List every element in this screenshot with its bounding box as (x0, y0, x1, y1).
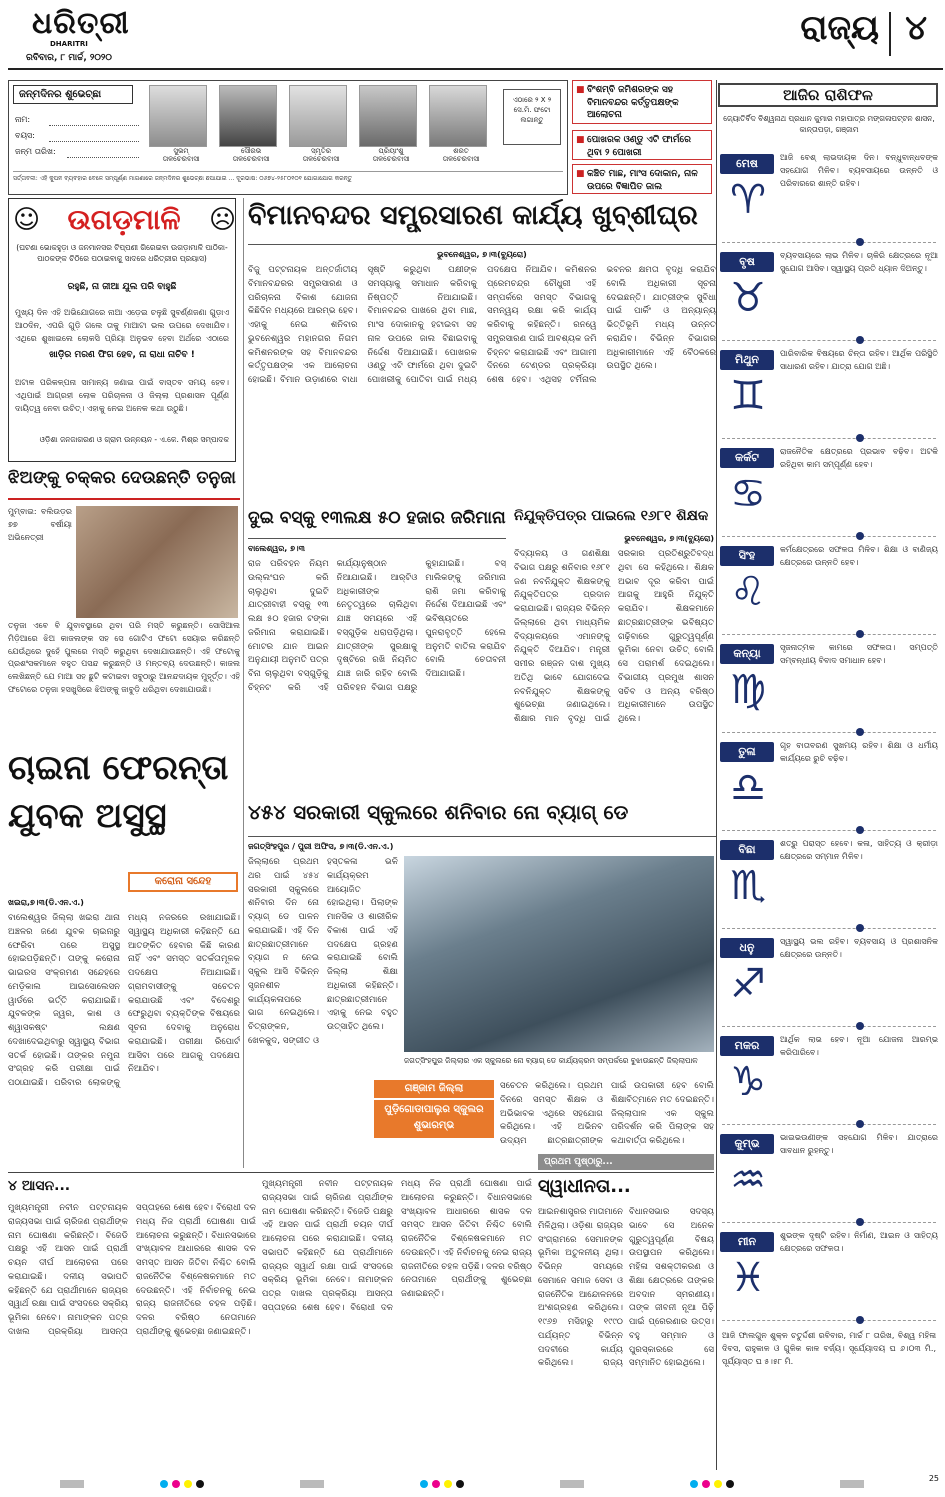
rashi-separator (722, 1222, 936, 1223)
birthday-photo-4 (359, 85, 423, 164)
bus-fine-headline: ଦୁଇ ବସ୍‌କୁ ୧୩ଲକ୍ଷ ୫୦ ହଜାର ଜରିମାନା (248, 508, 506, 528)
headline-rule (8, 498, 240, 500)
rashi-item-mina (718, 1228, 940, 1326)
brief-box-1: ■ ବିଂଶମ୍ବି ଜମିଶରଙ୍କ ସହ ବିମାନବନ୍ଦର କର୍ତ୍ତୃପକ୍ଷଙ୍କ ଆଲୋଚନା (572, 80, 712, 124)
birthday-title: ଜନ୍ମଦିନର ଶୁଭେଚ୍ଛା (13, 85, 133, 104)
rashi-item-mithuna (718, 346, 940, 444)
tanuja-story (8, 468, 240, 738)
headline-rule (248, 836, 716, 837)
rashi-tag: ମେଷ (720, 154, 774, 174)
man-photo (219, 85, 277, 147)
china-headline-2: ଯୁବକ ଅସୁସ୍ଥ (8, 796, 167, 836)
photo-name: ସ୍ମୃତିର (310, 147, 332, 155)
photo-name: ସୌରଭ (240, 147, 262, 155)
bus-fine-story (248, 508, 506, 796)
rashi-text: ପାରିବାରିକ ବିଷୟରେ ଚିନ୍ତା ରହିବ। ଆର୍ଥିକ ପରିସ୍ଥିତି ସାଧାରଣ ରହିବ। ଯାତ୍ରା ଯୋଗ ଅଛି। (780, 349, 938, 371)
cyan-dot (690, 1480, 698, 1488)
teachers-dateline: ଭୁବନେଶ୍ୱର, ୭।୩(ବ୍ୟୁରୋ) (624, 534, 714, 543)
rashi-tag: ସିଂହ (720, 546, 774, 566)
teachers-body: ବିଦ୍ୟାଳୟ ଓ ଗଣଶିକ୍ଷା ବିଭାଗ ପକ୍ଷରୁ ଶନିବାର ୧୬୮୧ ଜଣ ନବନିଯୁକ୍ତ ଶିକ୍ଷକଙ୍କୁ ନିଯୁକ୍ତିପତ୍ର ପ୍ରଦାନ କରାଯାଇଛି। ରାଜ୍ୟର ବିଭିନ୍ନ ଜିଲ୍ଲାରେ ଥିବା ମାଧ୍ୟମିକ ବିଦ୍ୟାଳୟରେ ଏମାନଙ୍କୁ ନିଯୁକ୍ତି ଦିଆଯିବ। ମନ୍ତ୍ରୀ ସମୀର ରଞ୍ଜନ ଦାଶ ମୁଖ୍ୟ ଅତିଥି ଭାବେ ଯୋଗଦେଇ ନବନିଯୁକ୍ତ ଶିକ୍ଷକଙ୍କୁ ଶୁଭେଚ୍ଛା ଜଣାଇଥିଲେ। ଶିକ୍ଷାର ମାନ ବୃଦ୍ଧି ପାଇଁ ସରକାର ପ୍ରତିଶ୍ରୁତିବଦ୍ଧ ଥିବା ସେ କହିଥିଲେ। ଶିକ୍ଷକ ଅଭାବ ଦୂର କରିବା ପାଇଁ ଆଗକୁ ଆହୁରି ନିଯୁକ୍ତି କରାଯିବ। ଶିକ୍ଷକମାନେ ଛାତ୍ରଛାତ୍ରୀଙ୍କ ଭବିଷ୍ୟତ ଗଢ଼ିବାରେ ଗୁରୁତ୍ୱପୂର୍ଣ୍ଣ ଭୂମିକା ନେବା ଉଚିତ୍ ବୋଲି ସେ ପରାମର୍ଶ ଦେଇଥିଲେ। ବିଭାଗୀୟ ପ୍ରମୁଖ ଶାସନ ସଚିବ ଓ ଅନ୍ୟ ବରିଷ୍ଠ ଅଧିକାରୀମାନେ ଉପସ୍ଥିତ ଥିଲେ। (514, 549, 714, 724)
separator-dot-icon (856, 238, 864, 246)
separator-dot-icon (856, 630, 864, 638)
rashi-tag: ମୀନ (720, 1232, 774, 1252)
rashi-item-brusha (718, 248, 940, 346)
birthday-photo-2 (219, 85, 283, 164)
photo-place: ତାଳଚେରବାସୀ (302, 155, 340, 164)
separator-dot-icon (856, 434, 864, 442)
ugadamali-subhead-2: ଖାଡ଼ିର ମରଣ ଫିଗ ହେବ, ନା ରାଧା ନାଚିବ ! (49, 350, 195, 360)
birthday-terms: ସର୍ତ୍ତାବଳୀ: ଏହି କୁପନ ବ୍ୟବହାର ବେଳେ ସମ୍ପୂର୍ଣ୍ଣ ମାଗଣାରେ ଜନ୍ମଦିନର ଶୁଭେଚ୍ଛା ଛପାଯାଇ ... ଦୂରଭାଷ: ୦୬୭୪-୨୫୮୦୧୦୧ ଯୋଗାଯୋଗ କରନ୍ତୁ (13, 171, 563, 183)
cancer-icon: ♋ (730, 471, 766, 517)
baby-photo (289, 85, 347, 147)
masthead (8, 4, 943, 70)
tanuja-body: ତନୁଜା ଏବେ ବି ଯୁବାବସ୍ଥାରେ ଥିବା ପରି ମସ୍ତି କରୁଛନ୍ତି। ସୋସିଆଲ ମିଡ଼ିଆରେ ଝିଅ କାଜଲଙ୍କ ସହ ସେ ଗୋଟିଏ ଫଟୋ ସେୟାର କରିଛନ୍ତି ଯେଉଁଥିରେ ଦୁହେଁ ପୁଲରେ ମସ୍ତି କରୁଥିବା ଦେଖାଯାଉଛନ୍ତି। ଏହି ଫଟୋକୁ ପ୍ରଶଂସକମାନେ ବହୁତ ପସନ୍ଦ କରୁଛନ୍ତି ଓ ମନ୍ତବ୍ୟ ଦେଉଛନ୍ତି। କାଜଲ ଲେଖିଛନ୍ତି ଯେ ମାଆ ସହ ଛୁଟି କଟାଇବା ସବୁଠାରୁ ଆନନ୍ଦଦାୟକ ମୁହୂର୍ତ୍ତ। ଏହି ଫଟୋରେ ତନୁଜା ହସଖୁସିରେ ଝିଅଙ୍କୁ ଜାବୁଡ଼ି ଧରିଥିବା ଦେଖାଯାଉଛି। (8, 621, 240, 694)
column-divider (243, 198, 244, 1168)
rashi-separator (722, 1320, 936, 1321)
rashi-separator (722, 242, 936, 243)
cont-4-seats-title: ୪ ଆସନ... (8, 1178, 71, 1194)
cont-independence-body: ଆଇନଶାସ୍ତ୍ରର ମାତାମାନେ ମିଳିଥିଲା। ଓଡ଼ିଶା ରାଜ୍ୟର ସଂଗ୍ରାମରେ ସେମାନଙ୍କ ଭୂମିକା ଅତୁଳନୀୟ ଥିଲା। ବିଭିନ୍ନ ସମୟରେ ସେମାନେ ସମାଜ ସେବା ଓ ରାଜନୈତିକ ଆନ୍ଦୋଳନରେ ଅଂଶଗ୍ରହଣ କରିଥିଲେ। ୧୯୬୭ ମସିହାରୁ ୧୯୯୦ ପର୍ଯ୍ୟନ୍ତ ବିଭିନ୍ନ ପଦବୀରେ କାର୍ଯ୍ୟ କରିଥିଲେ। ରାଜ୍ୟ ବିଧାନସଭାର ସଦସ୍ୟ ଭାବେ ସେ ଅନେକ ଗୁରୁତ୍ୱପୂର୍ଣ୍ଣ ବିଷୟ ଉପସ୍ଥାପନ କରିଥିଲେ। ମହିଳା ସଶକ୍ତୀକରଣ ଓ ଶିକ୍ଷା କ୍ଷେତ୍ରରେ ତାଙ୍କର ଅବଦାନ ସ୍ମରଣୀୟ। ତାଙ୍କ ଜୀବନୀ ନୂଆ ପିଢ଼ି ପାଇଁ ପ୍ରେରଣାର ଉତ୍ସ। ବହୁ ସମ୍ମାନ ଓ ପୁରସ୍କାରରେ ସେ ସମ୍ମାନିତ ହୋଇଥିଲେ। (538, 1207, 714, 1369)
newspaper-logo: ଧରିତ୍ରୀ (32, 6, 130, 41)
rashi-item-karkata (718, 444, 940, 542)
rashi-separator (722, 1026, 936, 1027)
nobag-body: ଜିଲ୍ଲାରେ ପ୍ରଥମ ଥର ପାଇଁ ୪୫୪ ସରକାରୀ ସ୍କୁଲରେ ଶନିବାର ଦିନ ନୋ ବ୍ୟାଗ୍ ଡେ ପାଳନ କରାଯାଇଛି। ଏହି ଦିନ ଛାତ୍ରଛାତ୍ରୀମାନେ ବ୍ୟାଗ ନ ନେଇ ସ୍କୁଲ ଆସି ବିଭିନ୍ନ ସୃଜନଶୀଳ କାର୍ଯ୍ୟକଳାପରେ ଭାଗ ନେଇଥିଲେ। ଚିତ୍ରାଙ୍କନ, ଖେଳକୁଦ, ସଙ୍ଗୀତ ଓ ହସ୍ତକଳା ଭଳି କାର୍ଯ୍ୟକ୍ରମ ଆୟୋଜିତ ହୋଇଥିଲା। ପିଲାଙ୍କ ମାନସିକ ଓ ଶାରୀରିକ ବିକାଶ ପାଇଁ ଏହି ପଦକ୍ଷେପ ଗ୍ରହଣ କରାଯାଇଛି ବୋଲି ଜିଲ୍ଲା ଶିକ୍ଷା ଅଧିକାରୀ କହିଛନ୍ତି। ଛାତ୍ରଛାତ୍ରୀମାନେ ଏହାକୁ ନେଇ ବହୁତ ଉତ୍ସାହିତ ଥିଲେ। (248, 857, 398, 1046)
rashi-text: ସ୍ୱାସ୍ଥ୍ୟ ଭଲ ରହିବ। ବ୍ୟବସାୟ ଓ ପ୍ରଶାସନିକ କ୍ଷେତ୍ରରେ ଉନ୍ନତି। (780, 937, 938, 959)
separator-dot-icon (856, 728, 864, 736)
rashi-tag: କୁମ୍ଭ (720, 1134, 774, 1154)
separator-dot-icon (856, 1120, 864, 1128)
sheet-number: 25 (928, 1474, 939, 1483)
aquarius-icon: ♒ (730, 1157, 766, 1203)
face-right-icon: ☹ (209, 205, 237, 235)
photo-place: ତାଳଚେରବାସୀ (162, 155, 200, 164)
rashi-separator (722, 536, 936, 537)
dob-field-label: ଜନ୍ମ ତାରିଖ: (15, 147, 56, 156)
corona-tag: କରୋନା ସନ୍ଦେହ (128, 872, 238, 892)
rashi-item-bichha (718, 836, 940, 934)
rashi-separator (722, 1124, 936, 1125)
print-registration-bar (0, 1472, 945, 1497)
rashi-item-simha (718, 542, 940, 640)
headline-rule (248, 538, 506, 539)
ugadamali-title: ଉଗଡ଼ମାଳି (67, 203, 181, 236)
photo-name: ଶରତ (453, 147, 469, 155)
registration-mark (300, 1480, 324, 1488)
cont-4-seats-body: ମୁଖ୍ୟମନ୍ତ୍ରୀ ନବୀନ ପଟ୍ଟନାୟକ ରାଜ୍ୟସଭା ପାଇଁ ଚାରିଜଣ ପ୍ରାର୍ଥୀଙ୍କ ନାମ ଘୋଷଣା କରିଛନ୍ତି। ବିଜେଡି ପକ୍ଷରୁ ଏହି ଆସନ ପାଇଁ ପ୍ରାର୍ଥୀ ଚୟନ ଦୀର୍ଘ ଆଲୋଚନା ପରେ କରାଯାଇଛି। ଦଳୀୟ ସଭାପତି କହିଛନ୍ତି ଯେ ପ୍ରାର୍ଥୀମାନେ ରାଜ୍ୟର ସ୍ୱାର୍ଥ ରକ୍ଷା ପାଇଁ ସଂସଦରେ ସକ୍ରିୟ ଭୂମିକା ନେବେ। ନାମାଙ୍କନ ପତ୍ର ଦାଖଲ ପ୍ରକ୍ରିୟା ଆସନ୍ତା ସପ୍ତାହରେ ଶେଷ ହେବ। ବିରୋଧୀ ଦଳ ମଧ୍ୟ ନିଜ ପ୍ରାର୍ଥୀ ଘୋଷଣା ପାଇଁ ଆଲୋଚନା କରୁଛନ୍ତି। ବିଧାନସଭାରେ ସଂଖ୍ୟାବଳ ଆଧାରରେ ଶାସକ ଦଳ ସମସ୍ତ ଆସନ ଜିତିବା ନିଶ୍ଚିତ ବୋଲି ରାଜନୈତିକ ବିଶ୍ଳେଷକମାନେ ମତ ଦେଉଛନ୍ତି। ଏହି ନିର୍ବାଚନକୁ ନେଇ ରାଜ୍ୟ ରାଜନୀତିରେ ଚହଳ ପଡ଼ିଛି। ଦଳର ବରିଷ୍ଠ ନେତାମାନେ ପ୍ରାର୍ଥୀଙ୍କୁ ଶୁଭେଚ୍ଛା ଜଣାଇଛନ୍ତି। (8, 1203, 256, 1337)
separator-dot-icon (856, 826, 864, 834)
registration-mark (60, 1480, 84, 1488)
rashi-tag: ବୃଷ (720, 252, 774, 272)
dob-field-line[interactable] (67, 157, 139, 158)
nobag-headline: ୪୫୪ ସରକାରୀ ସ୍କୁଲରେ ଶନିବାର ନୋ ବ୍ୟାଗ୍ ଡେ (248, 800, 629, 824)
photo-name: ସୁଭମ୍ (173, 147, 189, 155)
rashi-tag: ବିଛା (720, 840, 774, 860)
ugadamali-intro: (ଘଟଣା ଭୋକହୁଡ଼ା ଓ ଜନମାନସର ଟିପ୍ପଣୀ ଗିରେଇବା ଉଗଡ଼ାମାଳି ପାଠିକା-ପାଠକଙ୍କ ଚିଠିରେ ପଠାଇବାକୁ ସାଦରେ ଧରିତ୍ରୀର ପ୍ରୟାସ) (16, 243, 228, 263)
ugadamali-subhead-1: ରହୁଛି, ନା ଜୀଆ ଯୁଲ ପରି ବାହୁଛି (67, 282, 177, 292)
scorpio-icon: ♏ (730, 863, 766, 909)
birthday-coupon (8, 80, 568, 195)
yellow-dot (444, 1480, 452, 1488)
separator-dot-icon (856, 924, 864, 932)
photo-place: ତାଳଚେରବାସୀ (372, 155, 410, 164)
rashi-separator (722, 438, 936, 439)
rashiphal-author: ଜ୍ୟୋତିର୍ବିଦ ବିଶ୍ୱନାଥ ପ୍ରଧାନ କୁମାର ମହାପାତ୍ର ମଙ୍ଗଳାପଟ୍ଟନ ଶାସନ, କାନ୍ତାପଡ଼ା, ଗଞ୍ଜାମ (723, 114, 935, 134)
ugadamali-body-2: ଅଟାଳ ପରିକଳ୍ପନା ସାମାନ୍ୟ ଜଣାଇ ପାଇଁ ବାସ୍ତବ ସମୟ ହେବ। ଏଥିପାଇଁ ଆଗ୍ରହୀ ଲୋକ ପରିଚାଳନା ଓ ଜିଲ୍ଲା ପ୍ରଶାସନ ପୂର୍ଣ୍ଣ ଦାୟିତ୍ୱ ନେବା ଉଚିତ୍। ଏହାକୁ ନେଇ ଅନେକ କଥା ଉଠୁଛି। (15, 378, 229, 413)
name-field-line[interactable] (49, 125, 139, 126)
rashi-item-tula (718, 738, 940, 836)
rashiphal-list (718, 150, 940, 1301)
rashi-text: ରାଜନୈତିକ କ୍ଷେତ୍ରରେ ପ୍ରଭାବ ବଢ଼ିବ। ଅଟକି ରହିଥିବା କାମ ସମ୍ପୂର୍ଣ୍ଣ ହେବ। (780, 447, 938, 469)
rashi-item-makara (718, 1032, 940, 1130)
classroom-photo (404, 856, 714, 1052)
face-left-icon: ☺ (13, 205, 41, 235)
rashi-tag: ମିଥୁନ (720, 350, 774, 370)
separator-dot-icon (856, 336, 864, 344)
rashi-item-kanya (718, 640, 940, 738)
cyan-dot (420, 1480, 428, 1488)
name-field-label: ନାମ: (15, 115, 31, 124)
cyan-dot (160, 1480, 168, 1488)
age-field-line[interactable] (49, 141, 139, 142)
magenta-dot (172, 1480, 180, 1488)
ugadamali-box (8, 198, 236, 462)
birthday-photo-1 (149, 85, 213, 164)
airport-dateline: ଭୁବନେଶ୍ୱର, ୭।୩(ବ୍ୟୁରୋ) (437, 250, 527, 259)
rashi-item-mesha (718, 150, 940, 248)
registration-mark (560, 1480, 584, 1488)
gemini-icon: ♊ (730, 373, 766, 419)
photo-place: ତାଳଚେରବାସୀ (442, 155, 480, 164)
ugadamali-body-1: ମୁଖ୍ୟ ଦିନ ଏହି ଅଭିଯୋଗରେ ନାଆ ଏଡ଼େଇ ଚଳୁଛି ସୁବର୍ଣ୍ଣଜଣା ଗୁଡ଼ାଏ ଆଠଦିନ, ଏପରି ଗୁଡ଼ି ଗଲେ ତାକୁ ମାଆଟା ଭଲ ଉପରେ ଦେଖାଯିବ। ଏଥିରେ ଶୁଖାଇଲେ ଲୋକସି ପ୍ରିୟା ଅନୁଭବ ହେବା ଅର୍ଥରେ ଏଠାରେ (15, 308, 229, 343)
rashi-separator (722, 732, 936, 733)
cont-4-seats (8, 1178, 256, 1466)
cont-independence (538, 1154, 714, 1466)
rashi-separator (722, 928, 936, 929)
airport-body: ବିଜୁ ପଟ୍ଟନାୟକ ଅନ୍ତର୍ଜାତୀୟ ବିମାନବନ୍ଦରର ସମ୍ପ୍ରସାରଣ ଓ ପରିଚାଳନା ବିକାଶ ଯୋଜନା କିଛିଦିନ ମଧ୍ୟରେ ଆରମ୍ଭ ହେବ। ଏହାକୁ ନେଇ ଶନିବାର ଭୁବନେଶ୍ୱର ମହାନଗର ନିଗମ କମିଶନରଙ୍କ ସହ ବିମାନବନ୍ଦର କର୍ତ୍ତୃପକ୍ଷଙ୍କ ଏକ ଆଲୋଚନା ହୋଇଛି। ବିମାନ ଉଡ଼ାଣରେ ବାଧା ସୃଷ୍ଟି କରୁଥିବା ପକ୍ଷୀଙ୍କ ସମସ୍ୟାକୁ ସମାଧାନ କରିବାକୁ ନିଷ୍ପତ୍ତି ନିଆଯାଇଛି। ବିମାନବନ୍ଦର ପାଖରେ ଥିବା ମାଛ, ମାଂସ ଦୋକାନକୁ ହଟାଇବା ସହ ନାଳ ଉପରେ ଜାଲ ବିଛାଇବାକୁ ନିର୍ଦ୍ଦେଶ ଦିଆଯାଇଛି। ପୋଖରକ ଓଣ୍ଡୁ ଏଟି ଫାର୍ମରେ ଥିବା ଦୁଇଟି ପୋଖରୀକୁ ପୋତିବା ପାଇଁ ମଧ୍ୟ ପଦକ୍ଷେପ ନିଆଯିବ। କମିଶନର ପ୍ରେମଚନ୍ଦ୍ର ଚୌଧୁରୀ ଏହି ସମ୍ପର୍କରେ ସମସ୍ତ ବିଭାଗକୁ ସମନ୍ୱୟ ରକ୍ଷା କରି କାର୍ଯ୍ୟ କରିବାକୁ କହିଛନ୍ତି। ରନୱେ ସମ୍ପ୍ରସାରଣ ପାଇଁ ଆବଶ୍ୟକ ଜମି ଚିହ୍ନଟ କରାଯାଇଛି ଏବଂ ଆଗାମୀ ଦିନରେ ଟେଣ୍ଡର ପ୍ରକ୍ରିୟା ଶେଷ ହେବ। ଏଥିସହ ଟର୍ମିନାଲ ଭବନର କ୍ଷମତା ବୃଦ୍ଧି କରାଯିବ ବୋଲି ଅଧିକାରୀ ସୂଚନା ଦେଇଛନ୍ତି। ଯାତ୍ରୀଙ୍କ ସୁବିଧା ପାଇଁ ପାର୍କିଂ ଓ ଅନ୍ୟାନ୍ୟ ଭିତ୍ତିଭୂମି ମଧ୍ୟ ଉନ୍ନତ କରାଯିବ। ବିଭିନ୍ନ ବିଭାଗର ଅଧିକାରୀମାନେ ଏହି ବୈଠକରେ ଉପସ୍ଥିତ ଥିଲେ। (248, 265, 716, 385)
separator-dot-icon (856, 1022, 864, 1030)
cont-independence-title: ସ୍ୱାଧୀନତା... (538, 1176, 631, 1197)
china-headline-1: ଚାଇନା ଫେରନ୍ତା (8, 748, 229, 788)
tanuja-headline: ଝିଅଙ୍କୁ ଚକ୍କର ଦେଉଛନ୍ତି ତନୁଜା (8, 468, 236, 488)
leo-icon: ♌ (730, 569, 766, 615)
sagittarius-icon: ♐ (730, 961, 766, 1007)
yellow-dot (714, 1480, 722, 1488)
column-divider (716, 80, 717, 1470)
section-divider (8, 1172, 714, 1173)
masthead-divider (889, 12, 891, 56)
rashi-item-dhanu (718, 934, 940, 1032)
front-page-continuation-tag: ପ୍ରଥମ ପୃଷ୍ଠାରୁ... (538, 1154, 714, 1170)
nobag-dateline: ଜଗତ୍‌ସିଂହପୁର / ପୁରୀ ଅଫିସ, ୭।୩(ଡି.ଏନ.ଏ.) (248, 842, 394, 851)
photo-place: ତାଳଚେରବାସୀ (232, 155, 270, 164)
rashi-text: ଭାଇଭଉଣୀଙ୍କ ସହଯୋଗ ମିଳିବ। ଯାତ୍ରାରେ ସାବଧାନ ରୁହନ୍ତୁ। (780, 1133, 938, 1155)
child-photo (149, 85, 207, 147)
tanuja-photo (76, 506, 238, 618)
rashi-text: ଆର୍ଥିକ ଲାଭ ହେବ। ନୂଆ ଯୋଜନା ଆରମ୍ଭ କରିପାରିବେ। (780, 1035, 938, 1057)
rashi-text: ଶୁଭଙ୍କ ଦୃଷ୍ଟି ରହିବ। ନିର୍ମାଣ, ଆଇନ ଓ ସାହିତ୍ୟ କ୍ଷେତ୍ରରେ ସଫଳତା। (780, 1231, 938, 1253)
black-dot (196, 1480, 204, 1488)
aries-icon: ♈ (730, 177, 766, 223)
section-title: ରାଜ୍ୟ (800, 8, 879, 48)
nobag-body-2: ସଚେତନ କରିଥିଲେ। ପ୍ରଥମ ଦିନରେ ସମସ୍ତ ଶିକ୍ଷକ ଓ ଅଭିଭାବକ ଏଥିରେ ସହଯୋଗ କରିଥିଲେ। ଏହି ଅଭିନବ ଉଦ୍ୟମ ଛାତ୍ରଛାତ୍ରୀଙ୍କ ପାଇଁ ଉପକାରୀ ହେବ ବୋଲି ଶିକ୍ଷାବିତ୍‌ମାନେ ମତ ଦେଇଛନ୍ତି। ଜିଲ୍ଲାପାଳ ଏକ ସ୍କୁଲ ପରିଦର୍ଶନ କରି ପିଲାଙ୍କ ସହ କଥାବାର୍ତ୍ତା କରିଥିଲେ। (500, 1081, 714, 1146)
headline-rule (248, 244, 716, 245)
issue-date: ରବିବାର, ୮ ମାର୍ଚ୍ଚ, ୨୦୨୦ (26, 53, 112, 63)
rashi-text: ବ୍ୟବସାୟରେ ଲାଭ ମିଳିବ। ଚାକିରି କ୍ଷେତ୍ରରେ ନୂଆ ସୁଯୋଗ ଆସିବ। ସ୍ୱାସ୍ଥ୍ୟ ପ୍ରତି ଧ୍ୟାନ ଦିଅନ୍ତୁ। (780, 251, 938, 273)
capricorn-icon: ♑ (730, 1059, 766, 1105)
rashi-text: କର୍ମକ୍ଷେତ୍ରରେ ସଫଳତା ମିଳିବ। ଶିକ୍ଷା ଓ ବାଣିଜ୍ୟ କ୍ଷେତ୍ରରେ ଉନ୍ନତି ହେବ। (780, 545, 938, 567)
yellow-dot (184, 1480, 192, 1488)
logo-subtitle: DHARITRI (50, 40, 88, 48)
rashi-text: ଗୃହ ବାତାବରଣ ସୁଖମୟ ରହିବ। ଶିକ୍ଷା ଓ ଧର୍ମୀୟ କାର୍ଯ୍ୟରେ ରୁଚି ବଢ଼ିବ। (780, 741, 938, 763)
child-photo (359, 85, 417, 147)
birthday-photo-3 (289, 85, 353, 164)
rashi-tag: ଧନୁ (720, 938, 774, 958)
magenta-dot (702, 1480, 710, 1488)
bus-fine-body: ରାଜ ପରିବହନ ନିୟମ ଉଲ୍ଲଂଘନ କରି ଚାଲୁଥିବା ଦୁଇଟି ଯାତ୍ରୀବାହୀ ବସ୍‌କୁ ୧୩ ଲକ୍ଷ ୫୦ ହଜାର ଟଙ୍କା ଜରିମାନା କରାଯାଇଛି। ମୋଟର ଯାନ ଆଇନ ଅନୁଯାୟୀ ଅନୁମତି ପତ୍ର ବିନା ଚାଲୁଥିବା ବସ୍‌ଗୁଡ଼ିକୁ ଚିହ୍ନଟ କରି ଏହି କାର୍ଯ୍ୟାନୁଷ୍ଠାନ ନିଆଯାଇଛି। ଆର୍‌ଟିଓ ଅଧିକାରୀଙ୍କ ନେତୃତ୍ୱରେ ଚାଲିଥିବା ଯାଞ୍ଚ ସମୟରେ ଏହି ବସ୍‌ଗୁଡ଼ିକ ଧରାପଡ଼ିଥିଲା। ଯାତ୍ରୀଙ୍କ ସୁରକ୍ଷାକୁ ଦୃଷ୍ଟିରେ ରଖି ନିୟମିତ ଯାଞ୍ଚ ଜାରି ରହିବ ବୋଲି ପରିବହନ ବିଭାଗ ପକ୍ଷରୁ କୁହାଯାଇଛି। ବସ୍ ମାଲିକଙ୍କୁ ଜରିମାନା ରାଶି ଜମା କରିବାକୁ ନିର୍ଦ୍ଦେଶ ଦିଆଯାଇଛି ଏବଂ ଭବିଷ୍ୟତରେ ପୁନରାବୃତ୍ତି ହେଲେ ଅନୁମତି ବାତିଲ କରାଯିବ ବୋଲି ଚେତାବନୀ ଦିଆଯାଇଛି। (248, 559, 506, 693)
birthday-photo-5 (429, 85, 493, 164)
tanuja-byline: ମୁମ୍ବାଇ: ବଲିଉଡ଼ର ୭୭ ବର୍ଷୀୟା ଅଭିନେତ୍ରୀ (8, 507, 72, 542)
separator-dot-icon (856, 1218, 864, 1226)
cont-4-seats-body-2: ମୁଖ୍ୟମନ୍ତ୍ରୀ ନବୀନ ପଟ୍ଟନାୟକ ରାଜ୍ୟସଭା ପାଇଁ ଚାରିଜଣ ପ୍ରାର୍ଥୀଙ୍କ ନାମ ଘୋଷଣା କରିଛନ୍ତି। ବିଜେଡି ପକ୍ଷରୁ ଏହି ଆସନ ପାଇଁ ପ୍ରାର୍ଥୀ ଚୟନ ଦୀର୍ଘ ଆଲୋଚନା ପରେ କରାଯାଇଛି। ଦଳୀୟ ସଭାପତି କହିଛନ୍ତି ଯେ ପ୍ରାର୍ଥୀମାନେ ରାଜ୍ୟର ସ୍ୱାର୍ଥ ରକ୍ଷା ପାଇଁ ସଂସଦରେ ସକ୍ରିୟ ଭୂମିକା ନେବେ। ନାମାଙ୍କନ ପତ୍ର ଦାଖଲ ପ୍ରକ୍ରିୟା ଆସନ୍ତା ସପ୍ତାହରେ ଶେଷ ହେବ। ବିରୋଧୀ ଦଳ ମଧ୍ୟ ନିଜ ପ୍ରାର୍ଥୀ ଘୋଷଣା ପାଇଁ ଆଲୋଚନା କରୁଛନ୍ତି। ବିଧାନସଭାରେ ସଂଖ୍ୟାବଳ ଆଧାରରେ ଶାସକ ଦଳ ସମସ୍ତ ଆସନ ଜିତିବା ନିଶ୍ଚିତ ବୋଲି ରାଜନୈତିକ ବିଶ୍ଳେଷକମାନେ ମତ ଦେଉଛନ୍ତି। ଏହି ନିର୍ବାଚନକୁ ନେଇ ରାଜ୍ୟ ରାଜନୀତିରେ ଚହଳ ପଡ଼ିଛି। ଦଳର ବରିଷ୍ଠ ନେତାମାନେ ପ୍ରାର୍ଥୀଙ୍କୁ ଶୁଭେଚ୍ଛା ଜଣାଇଛନ୍ତି। (262, 1179, 532, 1313)
china-dateline: ଖଇରା,୭।୩(ଡି.ଏନ.ଏ.) (8, 898, 84, 907)
teachers-headline: ନିଯୁକ୍ତିପତ୍ର ପାଇଲେ ୧୬୮୧ ଶିକ୍ଷକ (514, 508, 709, 524)
brief-box-3: ■ କଞ୍ଚିତ ମାଛ, ମାଂସ ଦୋକାନ, ନାଳ ଉପରେ ବିଜ୍ଞାପିତ ଜାଲ (572, 164, 712, 194)
elder-photo (429, 85, 487, 147)
taurus-icon: ♉ (730, 275, 766, 321)
rashi-text: ସୃଜନାତ୍ମକ କାମରେ ସଫଳତା। ସମ୍ପତ୍ତି ସମ୍ବନ୍ଧୀୟ ବିବାଦ ସମାଧାନ ହେବ। (780, 643, 938, 665)
rashi-separator (722, 340, 936, 341)
libra-icon: ♎ (730, 765, 766, 811)
rashi-tag: ମକର (720, 1036, 774, 1056)
rashi-tag: ତୁଳା (720, 742, 774, 762)
pudigodapalur-tag: ପୁଡ଼ିଗୋଡାପାଲୁର ସ୍କୁଲର ଶୁଭାରମ୍ଭ (374, 1100, 494, 1138)
rashi-item-kumbha (718, 1130, 940, 1228)
china-body: ବାଲେଶ୍ୱର ଜିଲ୍ଲା ଖଇରା ଥାନା ଅଞ୍ଚଳର ଜଣେ ଯୁବକ ଚାଇନାରୁ ଫେରିବା ପରେ ଅସୁସ୍ଥ ହୋଇପଡ଼ିଛନ୍ତି। ତାଙ୍କୁ କରୋନା ଭାଇରସ ସଂକ୍ରମଣ ସନ୍ଦେହରେ ମେଡ଼ିକାଲ ଆଇସୋଲେସନ ୱାର୍ଡରେ ଭର୍ତ୍ତି କରାଯାଇଛି। ଯୁବକଙ୍କ ଜ୍ୱର, କାଶ ଓ ଶ୍ୱାସକଷ୍ଟ ଲକ୍ଷଣ ଦେଖାଦେଇଥିବାରୁ ସ୍ୱାସ୍ଥ୍ୟ ବିଭାଗ ସତର୍କ ହୋଇଛି। ତାଙ୍କର ନମୁନା ସଂଗ୍ରହ କରି ପରୀକ୍ଷା ପାଇଁ ପଠାଯାଇଛି। ପରିବାର ଲୋକଙ୍କୁ ମଧ୍ୟ ନଜରରେ ରଖାଯାଇଛି। ସ୍ୱାସ୍ଥ୍ୟ ଅଧିକାରୀ କହିଛନ୍ତି ଯେ ଆତଙ୍କିତ ହେବାର କିଛି କାରଣ ନାହିଁ ଏବଂ ସମସ୍ତ ସତର୍କତାମୂଳକ ପଦକ୍ଷେପ ନିଆଯାଇଛି। ଗ୍ରାମବାସୀଙ୍କୁ ସଚେତନ କରାଯାଉଛି ଏବଂ ବିଦେଶରୁ ଫେରୁଥିବା ବ୍ୟକ୍ତିଙ୍କ ବିଷୟରେ ସୂଚନା ଦେବାକୁ ଅନୁରୋଧ କରାଯାଇଛି। ପରୀକ୍ଷା ରିପୋର୍ଟ ଆସିବା ପରେ ଆଗକୁ ପଦକ୍ଷେପ ନିଆଯିବ। (8, 913, 240, 1088)
teachers-story (514, 508, 714, 796)
photo-name: ପ୍ରିୟାଂଶୁ (378, 147, 404, 155)
airport-headline: ବିମାନବନ୍ଦର ସମ୍ପ୍ରସାରଣ କାର୍ଯ୍ୟ ଖୁବ୍‌ଶୀଘ୍ର (248, 200, 698, 231)
age-field-label: ବୟସ: (15, 131, 35, 140)
china-story (8, 748, 240, 1168)
nobag-body-continued (248, 1080, 368, 1170)
classroom-photo-caption: ଜଗତ୍‌ସିଂହପୁର ଜିଲ୍ଲାର ଏକ ସ୍କୁଲରେ ନୋ ବ୍ୟାଗ୍ ଡେ କାର୍ଯ୍ୟକ୍ରମ ସମ୍ପର୍କରେ ବୁଝାଉଛନ୍ତି ଜିଲ୍ଲାପାଳ (404, 1056, 698, 1065)
ugadamali-signoff: ଓଡ଼ିଶା ଜନଜାଗରଣ ଓ ଗ୍ରାମ ଉନ୍ନୟନ - ଏ.କେ. ମିଶ୍ର ସମ୍ପାଦକ (39, 435, 229, 444)
ganjam-district-tag: ଗଞ୍ଜାମ ଜିଲ୍ଲା (374, 1080, 494, 1098)
separator-dot-icon (856, 1316, 864, 1324)
registration-mark (840, 1480, 864, 1488)
magenta-dot (432, 1480, 440, 1488)
rashi-text: ଆଜି ବେଶ୍ ଲାଭଦାୟକ ଦିନ। ବନ୍ଧୁବାନ୍ଧବଙ୍କ ସହଯୋଗ ମିଳିବ। ବ୍ୟବସାୟରେ ଉନ୍ନତି ଓ ପରିବାରରେ ଶାନ୍ତି ରହିବ। (780, 153, 938, 188)
rashi-text: ଶତ୍ରୁ ପରାସ୍ତ ହେବେ। କଳା, ସାହିତ୍ୟ ଓ କ୍ରୀଡ଼ା କ୍ଷେତ୍ରରେ ସମ୍ମାନ ମିଳିବ। (780, 839, 938, 861)
rashiphal-footer: ଆଜି ଫାଲଗୁନ ଶୁକ୍ଳ ଚତୁର୍ଦ୍ଦଶୀ ରବିବାର, ମାର୍ଚ୍ଚ ୮ ତାରିଖ, ବିଶ୍ୱ ମହିଳା ଦିବସ, ରାହୁକାଳ ଓ ଗୁଳିକ କାଳ ବର୍ଜ୍ୟ। ସୂର୍ଯ୍ୟୋଦୟ ଘ ୬।୦୩ ମି., ସୂର୍ଯ୍ୟାସ୍ତ ଘ ୫।୫୮ ମି. (722, 1331, 936, 1366)
brief-box-2: ■ ପୋଖରକ ଓଣ୍ଡୁ ଏଟି ଫାର୍ମରେ ଥିବା ୨ ପୋଖରୀ (572, 130, 712, 160)
rashi-tag: କର୍କଟ (720, 448, 774, 468)
virgo-icon: ♍ (730, 667, 766, 713)
rashi-tag: କନ୍ୟା (720, 644, 774, 664)
nobag-story (248, 800, 716, 1170)
rashi-separator (722, 830, 936, 831)
black-dot (726, 1480, 734, 1488)
separator-dot-icon (856, 532, 864, 540)
page-number-badge: ୪ (905, 8, 927, 48)
photo-placeholder-box: ଏଠାରେ ୨ X ୨ ସେ.ମି. ଫଟୋ ଲଗାନ୍ତୁ (503, 89, 561, 145)
pisces-icon: ♓ (730, 1255, 766, 1301)
black-dot (456, 1480, 464, 1488)
airport-story (248, 198, 716, 498)
bus-fine-dateline: ବାଲେଶ୍ୱର, ୭।୩ (248, 544, 305, 553)
rashiphal-title: ଆଜିର ରାଶିଫଳ (718, 83, 938, 107)
rashi-separator (722, 634, 936, 635)
